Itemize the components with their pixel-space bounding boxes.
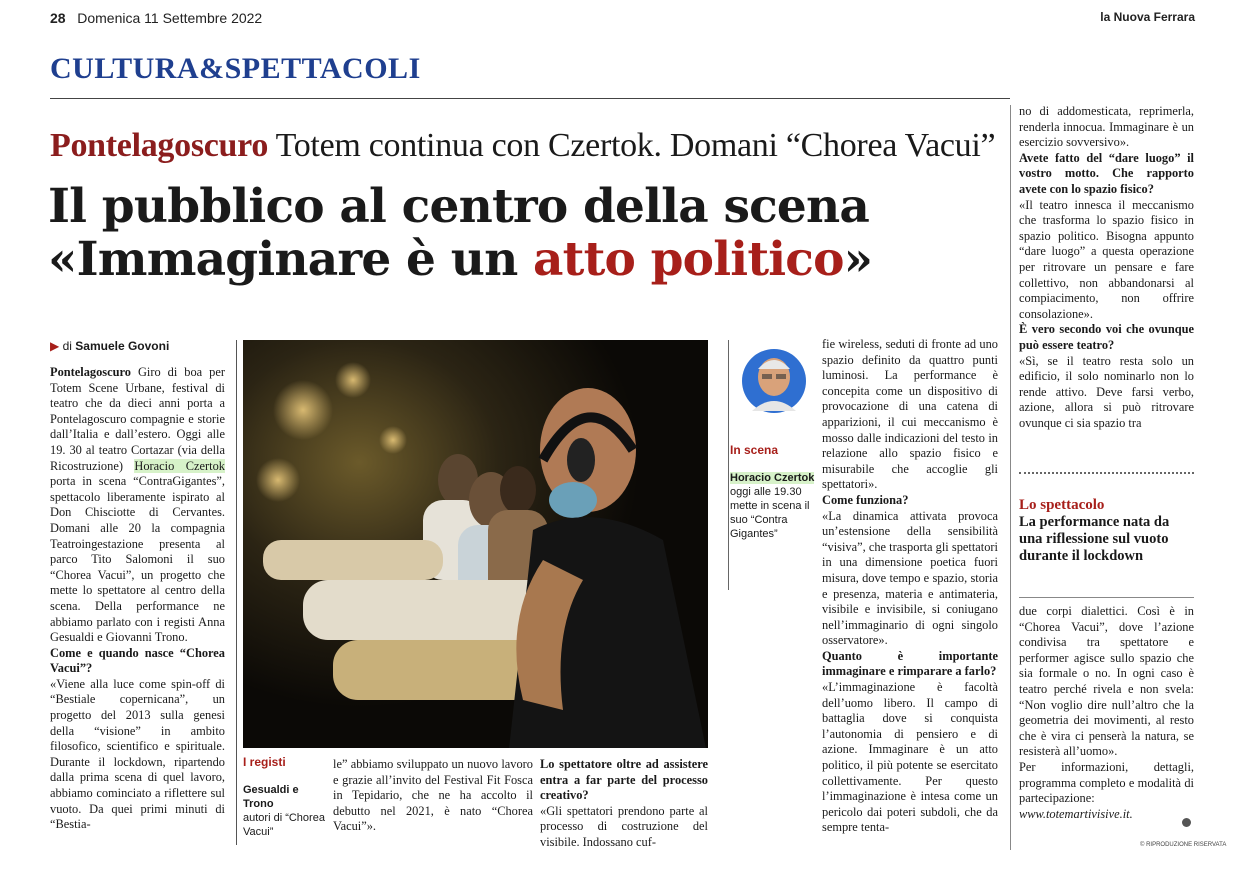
headline-highlight: atto politico [533, 232, 844, 287]
registi-title: I registi [243, 755, 286, 769]
column-rule [236, 340, 237, 845]
column-rule [1010, 105, 1011, 850]
triangle-icon: ▶ [50, 339, 60, 353]
newspaper-name: la Nuova Ferrara [1100, 10, 1195, 24]
answer: «Il teatro innesca il meccanismo che trasforma lo spazio fisico in spazio politico. Bisogna appunto “dare luogo” a questa operazione per ritrovare un pensare e fare collettivo, non abbandonarsi al compiacimento, non offrire consolazione». [1019, 197, 1194, 321]
answer: «La dinamica attivata provoca un’estensione della sensibilità “visiva”, che trasporta gli spettatori in una dimensione poetica fuori misura, dove tempo e spazio, storia e presenza, materia e antimateria, visibile e invisibile, si coniugano nell’immaginario di ogni singolo osservatore». [822, 508, 998, 648]
spettacolo-box [1019, 497, 1194, 565]
registi-role: autori di “Chorea Vacui” [243, 812, 325, 838]
byline-author: Samuele Govoni [75, 339, 170, 353]
dotted-divider [1019, 472, 1194, 474]
inscena-title: In scena [730, 443, 779, 457]
headline-line2-end: » [843, 232, 873, 287]
highlighted-name: Horacio Czertok [134, 458, 225, 473]
inscena-name: Horacio Czertok [730, 472, 815, 484]
answer: due corpi dialettici. Così è in “Chorea Vacui”, dove l’azione condivisa tra spettatore e performer agisce sullo spazio che sia formale o no. In ogni caso è teatro perché rivela e non svela: “Non voglio dire null’altro che la geometria dei movimenti, al resto che è vira ci penserà la natura, se resisterà all’uomo». [1019, 604, 1194, 759]
col1-p1b: porta in scena “ContraGigantes”, spettacolo liberamente ispirato al Don Chisciotte di Cervantes. Domani alle 20 la compagnia Teatroingestazione presenta al parco Tito Salomoni il suo “Chorea Vacui”, un progetto che mette lo spettatore al centro della scena. Della performance ne abbiamo parlato con i registi Anna Gesualdi e Giovanni Trono. [50, 474, 225, 645]
section-divider [50, 98, 1010, 99]
col1-p1a: Giro di boa per Totem Scene Urbane, festival di teatro che da dieci anni porta a Pontelagoscuro compagnie e storie dall’Italia e dall’estero. Oggi alle 19. 30 al teatro Cortazar (via della Ricostruzione) [50, 365, 225, 473]
question: Come funziona? [822, 492, 909, 507]
lead-place: Pontelagoscuro [50, 365, 131, 379]
registi-box [243, 755, 328, 839]
col-under1-text: le” abbiamo sviluppato un nuovo lavoro e grazie all’invito del Festival Fit Fosca in Tepidario, che ne ha accolto il debutto nel 2021, è nato “Chorea Vacui”». [333, 757, 533, 834]
headline-line2-start: «Immaginare è un [48, 232, 534, 287]
article-column-6 [1019, 604, 1194, 834]
page-number: 28 [50, 10, 66, 26]
kicker-text: Totem continua con Czertok. Domani “Chorea Vacui” [275, 127, 996, 164]
question: Come e quando nasce “Chorea Vacui”? [50, 645, 225, 676]
author-portrait [740, 345, 808, 417]
website-link[interactable]: www.totemartivisive.it. [1019, 806, 1133, 821]
article-column-4 [822, 337, 998, 852]
answer: no di addomesticata, reprimerla, renderla innocua. Immaginare è un esercizio sovversivo». [1019, 104, 1194, 150]
headline-line1: Il pubblico al centro della scena [48, 179, 870, 234]
answer: fie wireless, seduti di fronte ad uno spazio definito da quattro punti luminosi. La performance è concepita come un dispositivo di provocazione di una catena di apparizioni, il cui meccanismo è mosso dalle indicazioni del testo in relazione allo spazio fisico e misurabile che accoglie gli spettatori». [822, 337, 998, 492]
performance-photo [243, 340, 708, 748]
article-column-1 [50, 365, 225, 855]
info-text: Per informazioni, dettagli, programma completo e modalità di partecipazione: [1019, 759, 1194, 806]
section-divider [1019, 597, 1194, 598]
article-column-3 [540, 757, 708, 852]
section-title: CULTURA&SPETTACOLI [50, 52, 421, 85]
answer: «Gli spettatori prendono parte al processo di costruzione del visibile. Indossano cuf- [540, 803, 708, 849]
spettacolo-text: La performance nata da una riflessione sul vuoto durante il lockdown [1019, 514, 1170, 564]
byline-prefix: di [62, 339, 72, 353]
kicker [50, 127, 995, 165]
inscena-role: oggi alle 19.30 mette in scena il suo “Contra Gigantes” [730, 486, 810, 540]
article-column-5 [1019, 104, 1194, 462]
question: È vero secondo voi che ovunque può essere teatro? [1019, 322, 1194, 352]
issue-date: Domenica 11 Settembre 2022 [77, 10, 263, 26]
answer: «Viene alla luce come spin-off di “Bestiale copernicana”, un progetto del 2013 sulla genesi della “visione” in ambito filosofico, scientifico e spirituale. Durante il lockdown, ripartendo dalla prima scena di quel lavoro, abbiamo cominciato a riflettere sul vuoto. Da quei primi minuti di “Bestia- [50, 676, 225, 832]
headline-line2 [48, 233, 872, 286]
question: Quanto è importante immaginare e rimparare a farlo? [822, 648, 998, 679]
answer: «Sì, se il teatro resta solo un edificio, il solo nominarlo non lo rende attivo. Deve farsi verbo, azione, allora si può ritrovare ovunque ci sia spazio tra [1019, 353, 1194, 430]
spettacolo-title: Lo spettacolo [1019, 497, 1105, 513]
copyright-notice: © RIPRODUZIONE RISERVATA [1140, 842, 1227, 848]
question: Avete fatto del “dare luogo” il vostro motto. Che rapporto avete con lo spazio fisico? [1019, 150, 1194, 196]
page-header [50, 10, 1195, 32]
answer: «L’immaginazione è facoltà dell’uomo libero. Il campo di battaglia dove si conquista l’autonomia di pensiero e di azione. Immaginare è un atto politico, il più potente se esercitato collettivamente. Per questo l’immaginazione è intesa come un pericolo dai poteri subdoli, che da sempre tenta- [822, 680, 998, 835]
kicker-place: Pontelagoscuro [50, 127, 269, 164]
column-rule [728, 340, 729, 590]
headline [48, 180, 872, 286]
registi-names: Gesualdi e Trono [243, 784, 299, 810]
in-scena-box [730, 443, 815, 541]
end-mark-icon [1182, 818, 1191, 827]
question: Lo spettatore oltre ad assistere entra a far parte del processo creativo? [540, 757, 708, 803]
byline [50, 339, 169, 353]
article-column-2 [333, 757, 533, 852]
